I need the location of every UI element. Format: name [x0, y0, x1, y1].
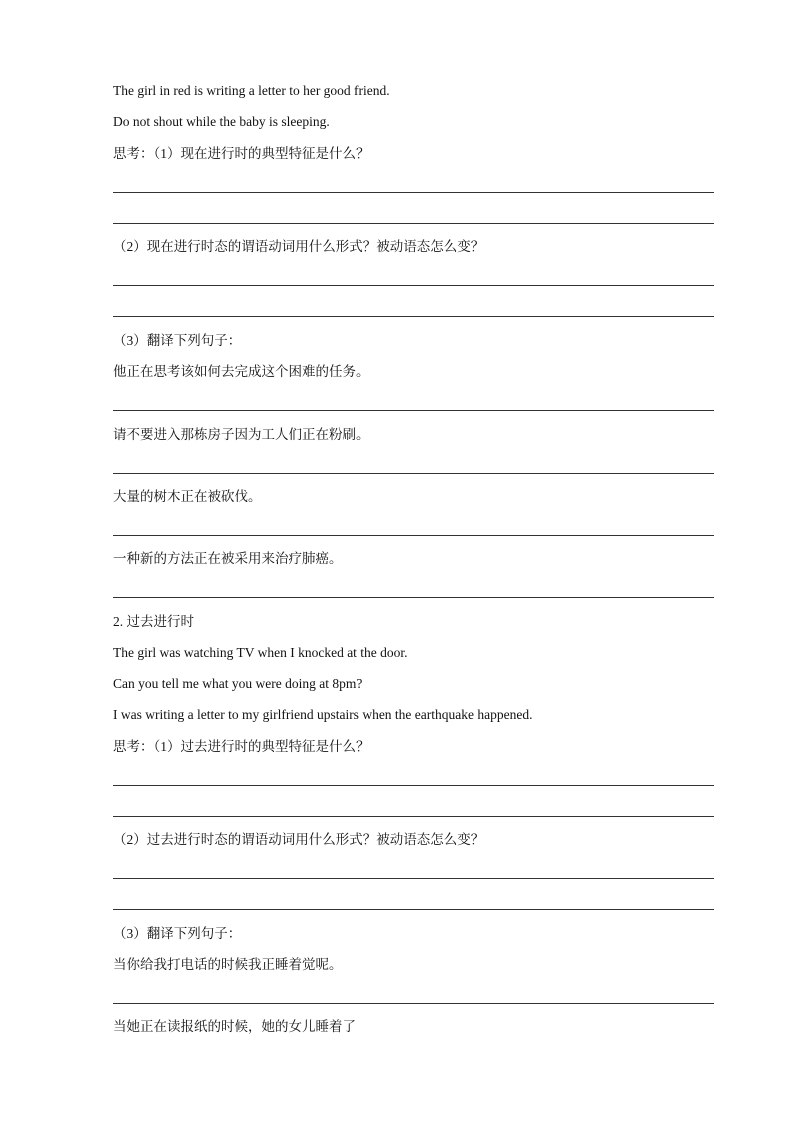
question-3: （3）翻译下列句子： [113, 333, 242, 348]
question-1: 思考：（1）现在进行时的典型特征是什么？ [113, 146, 370, 161]
answer-line [113, 597, 714, 598]
answer-line [113, 785, 714, 786]
translate-sentence: 当你给我打电话的时候我正睡着觉呢。 [113, 957, 343, 972]
answer-line [113, 410, 714, 411]
answer-line [113, 192, 714, 193]
answer-line [113, 285, 714, 286]
answer-line [113, 535, 714, 536]
question-2: （2）现在进行时态的谓语动词用什么形式？被动语态怎么变？ [113, 239, 485, 254]
answer-line [113, 1003, 714, 1004]
translate-sentence: 大量的树木正在被砍伐。 [113, 489, 262, 504]
translate-sentence: 一种新的方法正在被采用来治疗肺癌。 [113, 551, 343, 566]
translate-sentence: 他正在思考该如何去完成这个困难的任务。 [113, 364, 370, 379]
question-2: （2）过去进行时态的谓语动词用什么形式？被动语态怎么变？ [113, 832, 485, 847]
example-sentence: Can you tell me what you were doing at 8pm? [113, 676, 363, 691]
answer-line [113, 223, 714, 224]
question-3: （3）翻译下列句子： [113, 926, 242, 941]
example-sentence: The girl was watching TV when I knocked at the door. [113, 645, 408, 660]
answer-line [113, 816, 714, 817]
answer-line [113, 473, 714, 474]
answer-line [113, 316, 714, 317]
answer-line [113, 878, 714, 879]
answer-line [113, 909, 714, 910]
example-sentence: Do not shout while the baby is sleeping. [113, 114, 330, 129]
translate-sentence: 请不要进入那栋房子因为工人们正在粉刷。 [113, 427, 370, 442]
section-heading: 2. 过去进行时 [113, 614, 194, 629]
example-sentence: I was writing a letter to my girlfriend upstairs when the earthquake happened. [113, 707, 533, 722]
example-sentence: The girl in red is writing a letter to her good friend. [113, 83, 390, 98]
translate-sentence: 当她正在读报纸的时候，她的女儿睡着了 [113, 1019, 356, 1034]
question-1: 思考：（1）过去进行时的典型特征是什么？ [113, 739, 370, 754]
